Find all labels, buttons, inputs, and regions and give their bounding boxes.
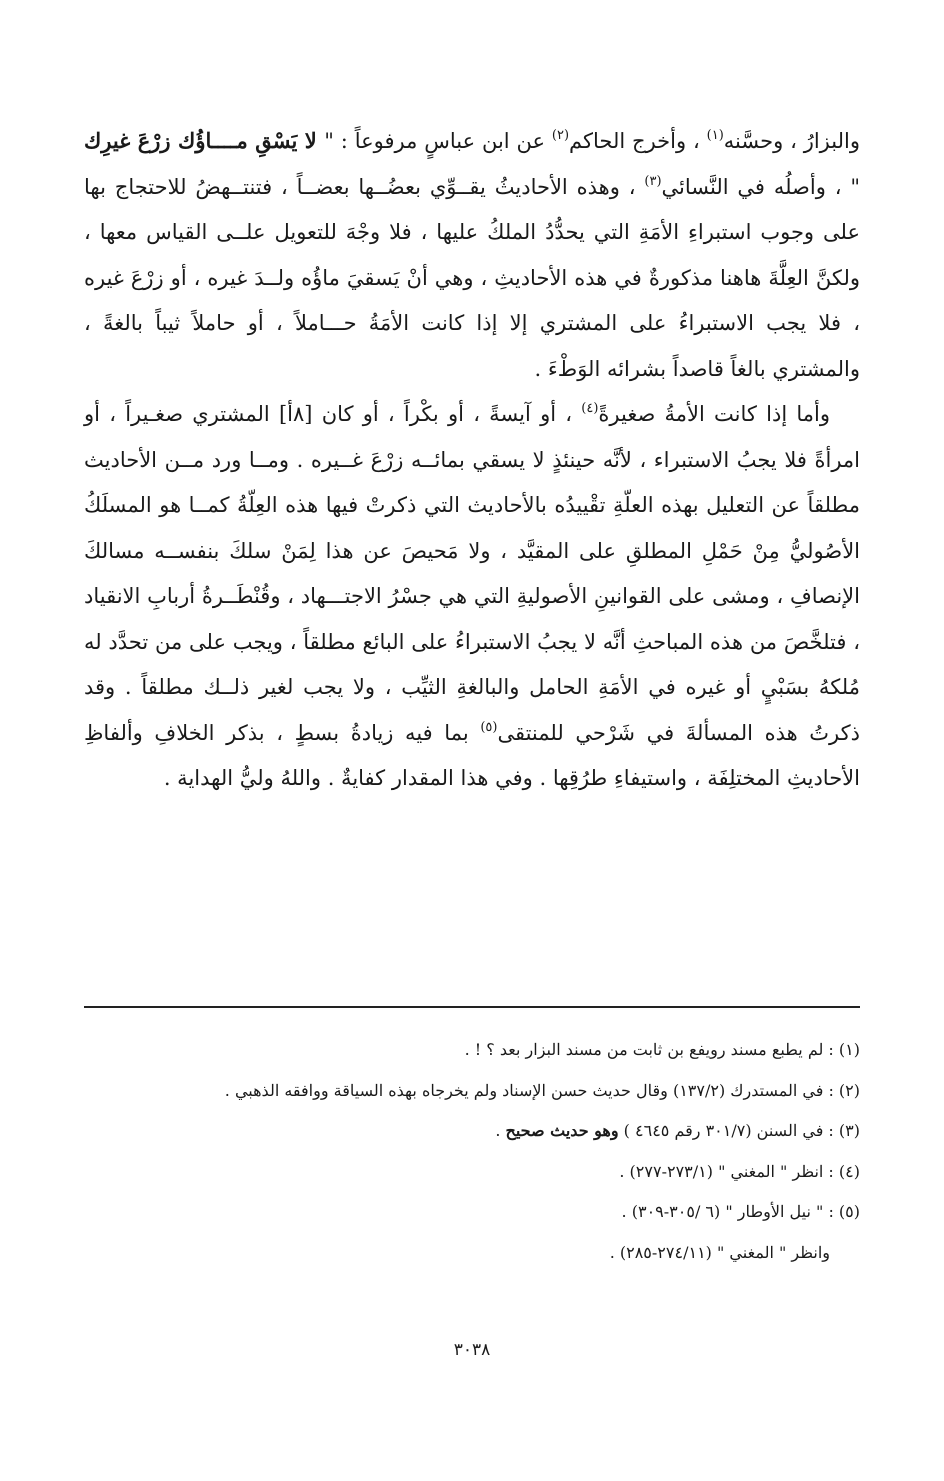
footnote-ref-3: (٣): [644, 173, 662, 189]
footnote-5: (٥) : " نيل الأوطار " (٦ /٣٠٥-٣٠٩) .: [621, 1202, 860, 1221]
footnote-3: [84, 1111, 860, 1152]
footnotes-section: [84, 1030, 860, 1273]
footnote-3-text: (٣) : في السنن (٣٠١/٧ رقم ٤٦٤٥ ): [618, 1121, 860, 1140]
footnote-5-continuation: وانظر " المغني " (٢٧٤/١١-٢٨٥) .: [609, 1242, 830, 1262]
footnote-ref-2: (٢): [551, 128, 570, 143]
hadith-quote-bold: لا يَسْقِ مــــاؤُك زرْعَ غيرِك: [84, 128, 325, 153]
footnote-3-grade: وهو حديث صحيح: [505, 1121, 619, 1140]
footnote-1: (١) : لم يطبع مسند رويفع بن ثابت من مسند البزار بعد ؟ ! .: [464, 1040, 860, 1059]
footnote-ref-4: (٤): [581, 401, 599, 416]
p2-text-2: ، أو آيسةً ، أو بكْراً ، أو كان [٨أ] المشتري صغـيراً ، أو امرأةً فلا يجبُ الاستبراء ، لأنَّه حينئذٍ لا يسقي بمائــه زرْعَ غــيره . ومــا ورد مــن الأحاديث مطلقاً عن التعليل بهذه العلّةِ تقْييدُه بالأحاديث التي ذكرتْ فيها هذه العِلّةُ كمــا هو المسلَكُ الأصُوليُّ مِنْ حَمْلِ المطلقِ على المقيَّد ، ولا مَحيصَ عن هذا لِمَنْ سلكَ بنفســه مسالكَ الإنصافِ ، ومشى على القوانينِ الأصوليةِ التي هي جسْرُ الاجتـــهاد ، وقُنْطَــرةُ أربابِ الانقياد ، فتلخَّصَ من هذه المباحثِ أنَّه لا يجبُ الاستبراءُ على البائع مطلقاً ، ويجب على من تحدَّد له مُلكهُ بسَبْيٍ أو غيره في الأمَةِ الحامل والبالغةِ الثيِّب ، ولا يجب لغير ذلــك مطلقاً . وقد ذكرتُ هذه المسألةَ في شَرْحي للمنتقى: [84, 402, 860, 745]
p1-text-2: ، وأخرج الحاكم: [569, 129, 707, 153]
footnote-2: (٢) : في المستدرك (١٣٧/٢) وقال حديث حسن الإسناد ولم يخرجاه بهذه السياقة ووافقه الذهبي .: [224, 1080, 860, 1100]
paragraph-2: [84, 392, 860, 802]
footnote-3-end: .: [495, 1121, 506, 1140]
p2-text-1: وأما إذا كانت الأمةُ صغيرةً: [598, 402, 830, 426]
p2-text-3: بما فيه زيادةُ بسطٍ ، بذكر الخلافِ وألفاظِ الأحاديثِ المختلِفَة ، واستيفاءِ طرُقِها . وفي هذا المقدار كفايةٌ . واللهُ وليُّ الهداية .: [84, 720, 860, 790]
footnote-4: (٤) : انظر " المغني " (٢٧٣/١-٢٧٧) .: [619, 1161, 860, 1181]
p1-text-3: عن ابن عباسٍ مرفوعاً : ": [324, 129, 552, 153]
paragraph-1: [84, 118, 860, 392]
p1-text-4: " ، وأصلُه في النَّسائي: [661, 174, 861, 199]
p1-text-1: والبزارُ ، وحسَّنه: [723, 129, 860, 153]
footnote-ref-5: (٥): [480, 719, 498, 735]
page-number: ٣٠٣٨: [453, 1340, 491, 1360]
footnote-ref-1: (١): [706, 128, 724, 143]
footnote-separator: [84, 1006, 860, 1008]
main-body-text: [84, 118, 860, 802]
p1-text-5: ، وهذه الأحاديثُ يقــوِّي بعضُــها بعضــاً ، فتنتــهضُ للاحتجاج بها على وجوب استبراءِ الأمَةِ التي يحدُّدُ الملكُ عليها ، فلا وجْهَ للتعويل علــى القياس معها ، ولكنَّ العِلَّةَ هاهنا مذكورةٌ في هذه الأحاديثِ ، وهي أنْ يَسقيَ ماؤُه ولــدَ غيره ، أو زرْعَ غيره ، فلا يجب الاستبراءُ على المشتري إلا إذا كانت الأمَةُ حـــاملاً ، أو حاملاً ثيباً بالغةً ، والمشتري بالغاً قاصداً بشرائه الوَطْءَ .: [84, 174, 860, 381]
